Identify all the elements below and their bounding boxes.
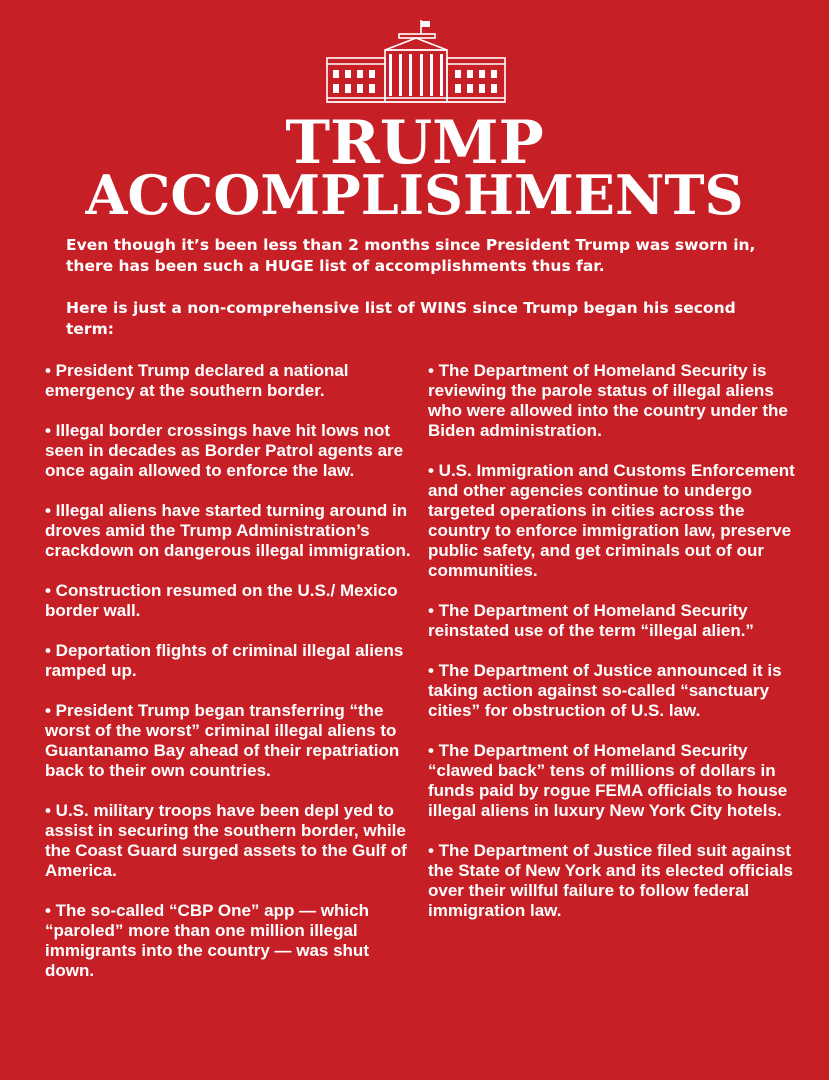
accomplishment-item: • Illegal border crossings have hit lows not seen in decades as Border Patrol agents are once again allowed to enforce the law. bbox=[45, 421, 404, 480]
intro-paragraph-2: Here is just a non-comprehensive list of WINS since Trump began his second term: bbox=[66, 299, 736, 338]
accomplishment-item: • The Department of Justice filed suit against the State of New York and its elected officials over their willful failure to follow federal immigration law. bbox=[428, 841, 793, 920]
accomplishment-item: • President Trump began transferring “the worst of the worst” criminal illegal aliens to Guantanamo Bay ahead of their repatriation back to their own countries. bbox=[45, 701, 400, 780]
title-line-1: TRUMP bbox=[285, 108, 544, 178]
accomplishments-left-column bbox=[45, 361, 415, 1001]
accomplishment-item: • The Department of Justice announced it is taking action against so-called “sanctuary cities” for obstruction of U.S. law. bbox=[428, 661, 782, 720]
accomplishment-item: • The Department of Homeland Security is reviewing the parole status of illegal aliens who were allowed into the country under the Biden administration. bbox=[428, 361, 788, 440]
accomplishment-item: • Construction resumed on the U.S./ Mexico border wall. bbox=[45, 581, 398, 620]
accomplishment-item: • President Trump declared a national emergency at the southern border. bbox=[45, 361, 349, 400]
white-house-icon bbox=[325, 18, 507, 106]
accomplishment-item: • The Department of Homeland Security “clawed back” tens of millions of dollars in funds paid by rogue FEMA officials to house illegal aliens in luxury New York City hotels. bbox=[428, 741, 788, 820]
accomplishment-item: • The so-called “CBP One” app — which “paroled” more than one million illegal immigrants into the country — was shut down. bbox=[45, 901, 369, 980]
accomplishment-item: • U.S. military troops have been depl yed to assist in securing the southern border, while the Coast Guard surged assets to the Gulf of America. bbox=[45, 801, 407, 880]
accomplishment-item: • Deportation flights of criminal illegal aliens ramped up. bbox=[45, 641, 404, 680]
accomplishments-right-column bbox=[428, 361, 800, 941]
intro-paragraph-1: Even though it’s been less than 2 months since President Trump was sworn in, there has been such a HUGE list of accomplishments thus far. bbox=[66, 236, 756, 275]
accomplishment-item: • The Department of Homeland Security reinstated use of the term “illegal alien.” bbox=[428, 601, 754, 640]
accomplishment-item: • U.S. Immigration and Customs Enforcement and other agencies continue to undergo targeted operations in cities across the country to enforce immigration law, preserve public safety, and get criminals out of our communities. bbox=[428, 461, 795, 580]
title-line-2: ACCOMPLISHMENTS bbox=[85, 163, 744, 227]
accomplishment-item: • Illegal aliens have started turning around in droves amid the Trump Administration’s crackdown on dangerous illegal immigration. bbox=[45, 501, 411, 560]
